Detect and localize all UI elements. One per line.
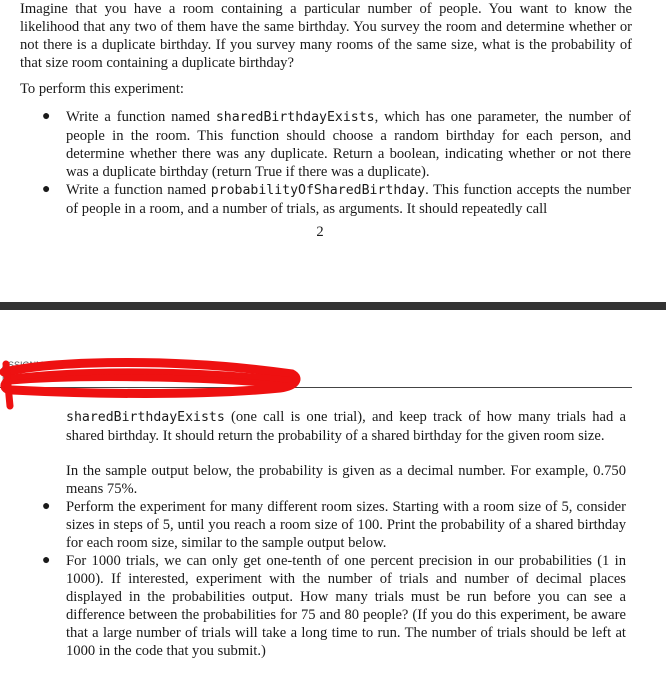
bullet-icon: ● — [42, 499, 51, 514]
bullet-text: Write a function named — [66, 109, 216, 125]
code-identifier: probabilityOfSharedBirthday — [210, 183, 426, 198]
code-identifier: sharedBirthdayExists — [215, 110, 375, 125]
list-item — [20, 181, 631, 218]
redaction-scribble — [0, 350, 310, 410]
list-item — [20, 108, 631, 181]
page-number: 2 — [316, 224, 324, 240]
document-page-lower — [0, 310, 666, 675]
continued-paragraph — [66, 408, 626, 445]
bullet-icon: ● — [42, 182, 51, 197]
list-item — [20, 552, 626, 660]
page-header-text: D — [2, 374, 9, 384]
list-item — [20, 498, 626, 552]
instructions-list-continued — [20, 498, 626, 660]
instructions-list — [20, 108, 631, 218]
bullet-icon: ● — [42, 553, 51, 568]
bullet-icon: ● — [42, 109, 51, 124]
bullet-text: Write a function named — [66, 182, 211, 198]
page-separator — [0, 302, 666, 310]
intro-paragraph: Imagine that you have a room containing a particular number of people. You want to know the likelihood that any two of them have the same birthday. You survey the room and determine whether or not there is a duplicate birthday. If you survey many rooms of the same size, what is the probability of that size room containing a duplicate birthday? — [20, 1, 632, 71]
bullet-text: Perform the experiment for many different room sizes. Starting with a room size of 5, consider sizes in steps of 5, until you reach a room size of 100. Print the probability of a shared birthday for each room size, similar to the sample output below. — [66, 499, 626, 551]
page-header-text: ASSIGNMENT 5 — [2, 360, 69, 370]
bullet-text: . This function accepts the number of people in a room, and a number of trials, as arguments. It should repeatedly call — [66, 182, 631, 217]
code-identifier: sharedBirthdayExists — [66, 410, 225, 425]
example-paragraph: In the sample output below, the probability is given as a decimal number. For example, 0.750 means 75%. — [66, 463, 626, 497]
instructions-heading: To perform this experiment: — [20, 81, 184, 97]
bullet-text: For 1000 trials, we can only get one-tenth of one percent precision in our probabilities (1 in 1000). If interested, experiment with the number of trials and number of decimal places displayed in the probabilities output. How many trials must be run before you can see a difference between the probabilities for 75 and 80 people? (If you do this experiment, be aware that a large number of trials will take a long time to run. The number of trials should be left at 1000 in the code that you submit.) — [66, 553, 626, 659]
paragraph-text: (one call is one trial), and keep track of how many trials had a shared birthday. It should return the probability of a shared birthday for the given room size. — [66, 409, 626, 444]
document-page-upper — [0, 0, 666, 300]
bullet-text: , which has one parameter, the number of people in the room. This function should choose a random birthday for each person, and determine whether there was any duplicate. Return a boolean, indicating whether or not there was a duplicate birthday (return True if there was a duplicate). — [66, 109, 631, 180]
